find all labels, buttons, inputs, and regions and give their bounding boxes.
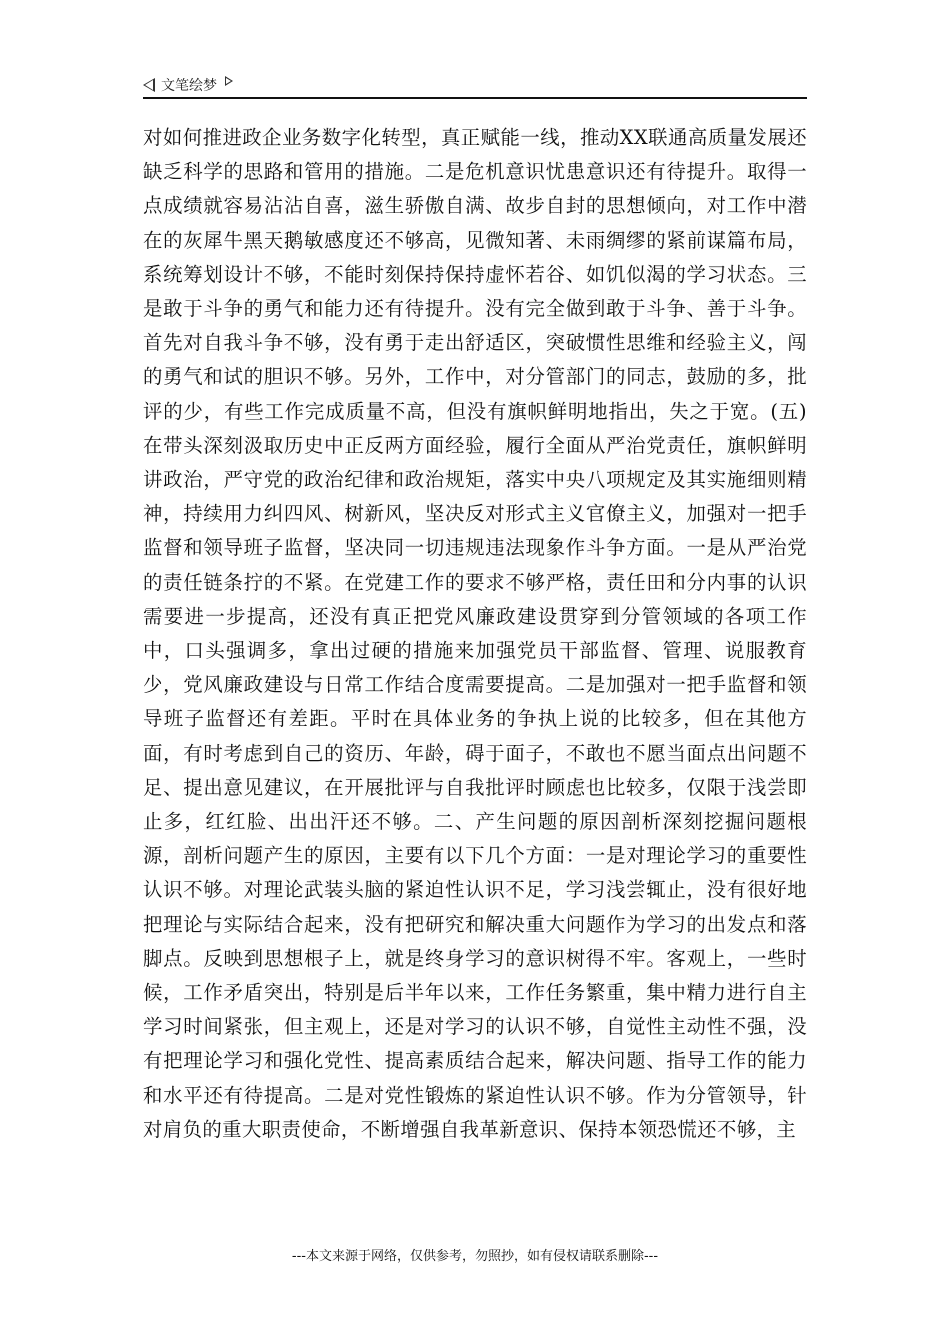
header-brand: 文笔绘梦	[161, 78, 217, 94]
triangle-left-icon	[143, 78, 155, 92]
triangle-right-icon	[225, 76, 233, 86]
page-header	[143, 72, 807, 98]
body-paragraph: 对如何推进政企业务数字化转型，真正赋能一线，推动XX联通高质量发展还缺乏科学的思路和管用的措施。二是危机意识忧患意识还有待提升。取得一点成绩就容易沾沾自喜，滋生骄傲自满、故步自封的思想倾向，对工作中潜在的灰犀牛黑天鹅敏感度还不够高，见微知著、未雨绸缪的紧前谋篇布局，系统筹划设计不够，不能时刻保持保持虚怀若谷、如饥似渴的学习状态。三是敢于斗争的勇气和能力还有待提升。没有完全做到敢于斗争、善于斗争。首先对自我斗争不够，没有勇于走出舒适区，突破惯性思维和经验主义，闯的勇气和试的胆识不够。另外，工作中，对分管部门的同志，鼓励的多，批评的少，有些工作完成质量不高，但没有旗帜鲜明地指出，失之于宽。(五)在带头深刻汲取历史中正反两方面经验，履行全面从严治党责任，旗帜鲜明讲政治，严守党的政治纪律和政治规矩，落实中央八项规定及其实施细则精神，持续用力纠四风、树新风，坚决反对形式主义官僚主义，加强对一把手监督和领导班子监督，坚决同一切违规违法现象作斗争方面。一是从严治党的责任链条拧的不紧。在党建工作的要求不够严格，责任田和分内事的认识需要进一步提高，还没有真正把党风廉政建设贯穿到分管领域的各项工作中，口头强调多，拿出过硬的措施来加强党员干部监督、管理、说服教育少，党风廉政建设与日常工作结合度需要提高。二是加强对一把手监督和领导班子监督还有差距。平时在具体业务的争执上说的比较多，但在其他方面，有时考虑到自己的资历、年龄，碍于面子，不敢也不愿当面点出问题不足、提出意见建议，在开展批评与自我批评时顾虑也比较多，仅限于浅尝即止多，红红脸、出出汗还不够。二、产生问题的原因剖析深刻挖掘问题根源，剖析问题产生的原因，主要有以下几个方面：一是对理论学习的重要性认识不够。对理论武装头脑的紧迫性认识不足，学习浅尝辄止，没有很好地把理论与实际结合起来，没有把研究和解决重大问题作为学习的出发点和落脚点。反映到思想根子上，就是终身学习的意识树得不牢。客观上，一些时候，工作矛盾突出，特别是后半年以来，工作任务繁重，集中精力进行自主学习时间紧张，但主观上，还是对学习的认识不够，自觉性主动性不强，没有把理论学习和强化党性、提高素质结合起来，解决问题、指导工作的能力和水平还有待提高。二是对党性锻炼的紧迫性认识不够。作为分管领导，针对肩负的重大职责使命，不断增强自我革新意识、保持本领恐慌还不够，主	[143, 126, 807, 1141]
page-footer: ---本文来源于网络，仅供参考，勿照抄，如有侵权请联系删除---	[291, 1249, 659, 1264]
header-divider	[143, 97, 807, 99]
